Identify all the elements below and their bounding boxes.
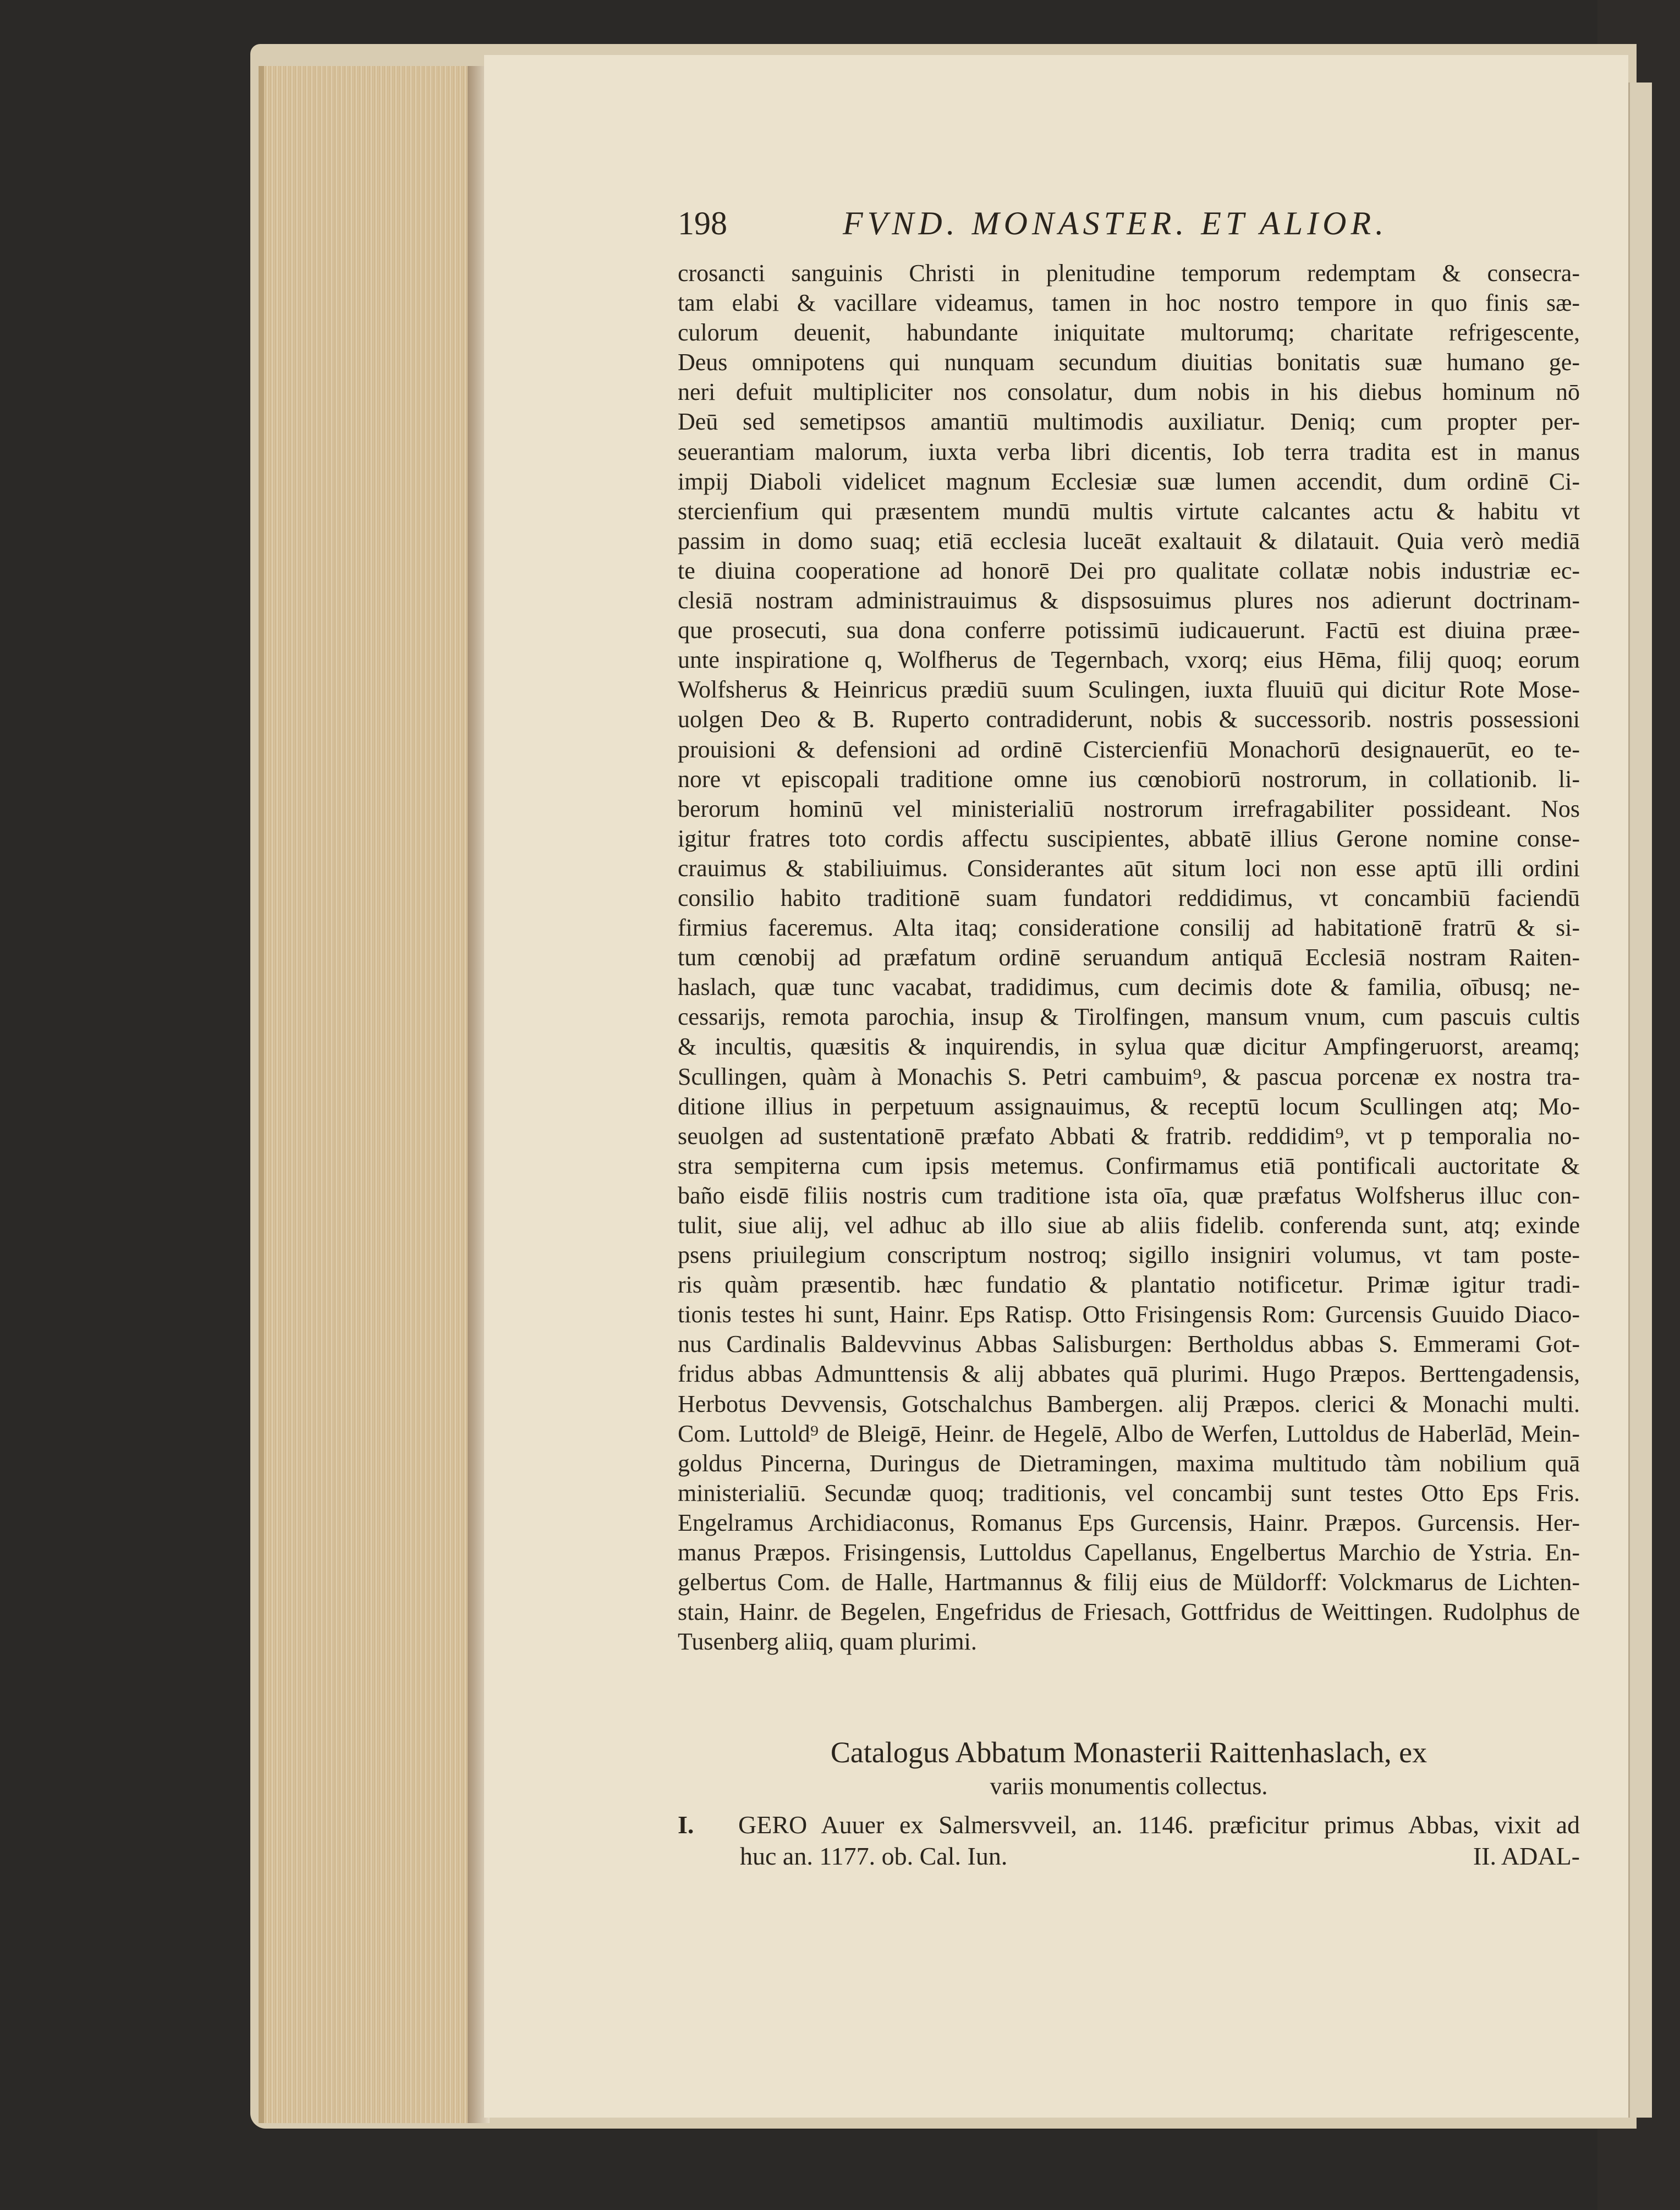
text-line: que prosecuti, sua dona conferre potissimū iudicauerunt. Factū est diuina præe- (678, 617, 1580, 644)
text-line: cessarijs, remota parochia, insup & Tirolfingen, mansum vnum, cum pascuis cultis (678, 1003, 1580, 1031)
text-line: tulit, siue alij, vel adhuc ab illo siue ab aliis fidelib. conferenda sunt, atq; exinde (678, 1212, 1580, 1239)
text-line: ditione illius in perpetuum assignauimus, & receptū locum Scullingen atq; Mo- (678, 1092, 1580, 1120)
text-line: & incultis, quæsitis & inquirendis, in sylua quæ dicitur Ampfingeruorst, areamq; (678, 1033, 1580, 1060)
catalog-title: Catalogus Abbatum Monasterii Raittenhaslach, ex (830, 1736, 1428, 1769)
text-line: fridus abbas Admunttensis & alij abbates quā plurimi. Hugo Præpos. Berttengadensis, (678, 1360, 1580, 1388)
abbot-entry (678, 1810, 1580, 1840)
text-line: tionis testes hi sunt, Hainr. Eps Ratisp. Otto Frisingensis Rom: Gurcensis Guuido Diaco- (678, 1301, 1580, 1328)
catchword: II. ADAL- (1473, 1842, 1580, 1870)
body-text (678, 259, 1580, 1657)
text-line: Deus omnipotens qui nunquam secundum diuitias bonitatis suæ humano ge- (678, 349, 1580, 376)
text-line: stercienfium qui præsentem mundū multis virtute calcantes actu & habitu vt (678, 497, 1580, 525)
text-line: neri defuit multipliciter nos consolatur, dum nobis in his diebus hominum nō (678, 378, 1580, 406)
text-line: haslach, quæ tunc vacabat, tradidimus, cum decimis dote & familia, oībusq; ne- (678, 974, 1580, 1001)
text-line: Com. Luttold⁹ de Bleigē, Heinr. de Hegelē, Albo de Werfen, Luttoldus de Haberlād, Mein- (678, 1420, 1580, 1447)
text-line: seuerantiam malorum, iuxta verba libri dicentis, Iob terra tradita est in manus (678, 438, 1580, 465)
text-line: uolgen Deo & B. Ruperto contradiderunt, nobis & successorib. nostris possessioni (678, 706, 1580, 733)
text-line: psens priuilegium conscriptum nostroq; sigillo insigniri volumus, vt tam poste- (678, 1241, 1580, 1269)
text-line: Scullingen, quàm à Monachis S. Petri cambuim⁹, & pascua porcenæ ex nostra tra- (678, 1063, 1580, 1090)
entry-continuation: huc an. 1177. ob. Cal. Iun. (740, 1842, 1008, 1870)
text-line: prouisioni & defensioni ad ordinē Cistercienfiū Monachorū designauerūt, eo te- (678, 735, 1580, 763)
text-line: firmius faceremus. Alta itaq; consideratione consilij ad habitationē fratrū & si- (678, 914, 1580, 942)
text-line: ris quàm præsentib. hæc fundatio & plantatio notificetur. Primæ igitur tradi- (678, 1271, 1580, 1299)
text-line: consilio habito traditionē suam fundatori reddidimus, vt concambiū faciendū (678, 884, 1580, 911)
text-line: Wolfsherus & Heinricus prædiū suum Sculingen, iuxta fluuiū qui dicitur Rote Mose- (678, 676, 1580, 703)
text-line: igitur fratres toto cordis affectu suscipientes, abbatē illius Gerone nomine conse- (678, 824, 1580, 852)
text-line: impij Diaboli videlicet magnum Ecclesiæ suæ lumen accendit, dum ordinē Ci- (678, 468, 1580, 495)
text-line: culorum deuenit, habundante iniquitate multorumq; charitate refrigescente, (678, 319, 1580, 347)
text-line: clesiā nostram administrauimus & dispsosuimus plures nos adierunt doctrinam- (678, 587, 1580, 614)
text-line: stain, Hainr. de Begelen, Engefridus de Friesach, Gottfridus de Weittingen. Rudolphus de (678, 1598, 1580, 1626)
text-line: unte inspiratione q, Wolfherus de Tegernbach, vxorq; eius Hēma, filij quoq; eorum (678, 646, 1580, 674)
text-line: passim in domo suaq; etiā ecclesia luceāt exaltauit & dilatauit. Quia verò mediā (678, 527, 1580, 554)
running-head (678, 205, 1585, 254)
text-line: manus Præpos. Frisingensis, Luttoldus Capellanus, Engelbertus Marchio de Ystria. En- (678, 1539, 1580, 1566)
text-line: goldus Pincerna, Duringus de Dietramingen, maxima multitudo tàm nobilium quā (678, 1449, 1580, 1477)
catalog-subtitle: variis monumentis collectus. (990, 1773, 1268, 1800)
page-number: 198 (678, 205, 727, 241)
text-line: nus Cardinalis Baldevvinus Abbas Salisburgen: Bertholdus abbas S. Emmerami Got- (678, 1331, 1580, 1358)
text-line: Deū sed semetipsos amantiū multimodis auxiliatur. Deniq; cum propter per- (678, 408, 1580, 436)
text-line: Herbotus Devvensis, Gotschalchus Bambergen. alij Præpos. clerici & Monachi multi. (678, 1390, 1580, 1417)
text-line: tam elabi & vacillare videamus, tamen in hoc nostro tempore in quo finis sæ- (678, 289, 1580, 317)
text-line: gelbertus Com. de Halle, Hartmannus & filij eius de Müldorff: Volckmarus de Lichten- (678, 1569, 1580, 1596)
text-line: crauimus & stabiliuimus. Considerantes aūt situm loci non esse aptū illi ordini (678, 854, 1580, 882)
running-title: FVND. MONASTER. ET ALIOR. (843, 205, 1388, 241)
next-page-edge (1628, 83, 1652, 2118)
text-line: Engelramus Archidiaconus, Romanus Eps Gurcensis, Hainr. Præpos. Gurcensis. Her- (678, 1509, 1580, 1536)
text-line: crosancti sanguinis Christi in plenitudine temporum redemptam & consecra- (678, 260, 1580, 287)
page-edges (259, 66, 479, 2123)
entry-number: I. (678, 1811, 694, 1839)
text-line: tum cœnobij ad præfatum ordinē seruandum antiquā Ecclesiā nostram Raiten- (678, 944, 1580, 971)
text-line: ministerialiū. Secundæ quoq; traditionis, vel concambij sunt testes Otto Eps Fris. (678, 1479, 1580, 1507)
text-line: stra sempiterna cum ipsis metemus. Confirmamus etiā pontificali auctoritate & (678, 1152, 1580, 1179)
text-line: Tusenberg aliiq, quam plurimi. (678, 1628, 977, 1656)
text-line: berorum hominū vel ministerialiū nostrorum irrefragabiliter possideant. Nos (678, 795, 1580, 822)
entry-text: GERO Auuer ex Salmersvveil, an. 1146. præficitur primus Abbas, vixit ad (738, 1811, 1580, 1839)
text-line: te diuina cooperatione ad honorē Dei pro qualitate collatæ nobis industriæ ec- (678, 557, 1580, 584)
text-line: nore vt episcopali traditione omne ius cœnobiorū nostrorum, in collationib. li- (678, 765, 1580, 793)
text-line: baño eisdē filiis nostris cum traditione ista oīa, quæ præfatus Wolfsherus illuc con- (678, 1181, 1580, 1209)
text-line: seuolgen ad sustentationē præfato Abbati & fratrib. reddidim⁹, vt p temporalia no- (678, 1122, 1580, 1150)
